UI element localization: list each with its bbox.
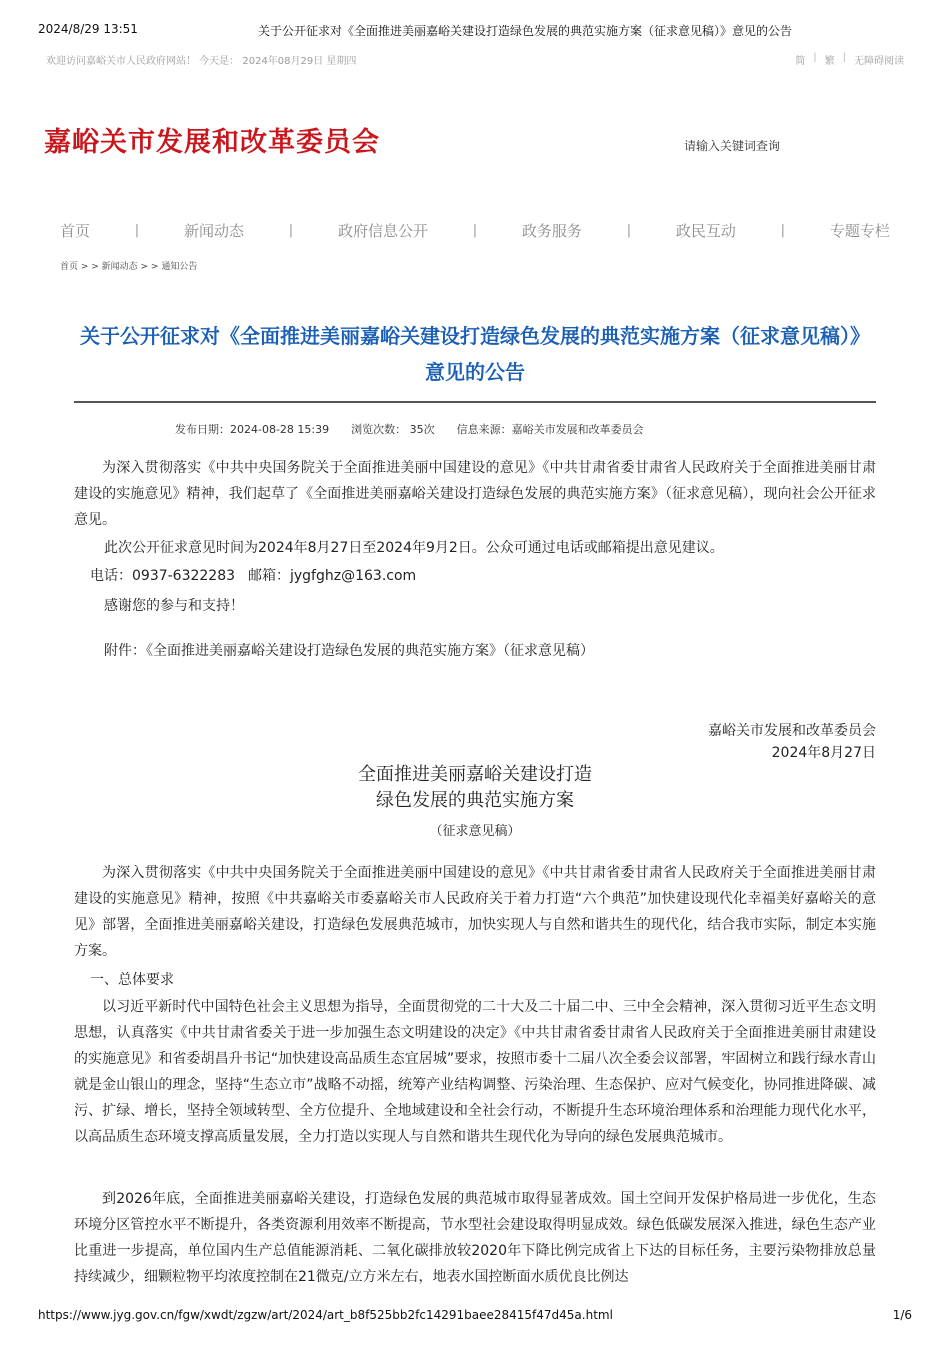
breadcrumb[interactable]: 首页 > > 新闻动态 > > 通知公告 [60, 262, 198, 272]
nav-item-gov-info[interactable]: 政府信息公开 [337, 221, 428, 240]
page-url: https://www.jyg.gov.cn/fgw/xwdt/zgzw/art/2024/art_b8f525bb2fc14291baee28415f47d45a.html [38, 1308, 613, 1322]
nav-item-news[interactable]: 新闻动态 [183, 221, 244, 240]
article-meta [175, 421, 644, 437]
plan-title-line-1: 全面推进美丽嘉峪关建设打造 [358, 764, 592, 785]
search-input[interactable]: 请输入关键词查询 [684, 139, 781, 153]
thanks-text: 感谢您的参与和支持！ [104, 598, 244, 614]
topbar-separator: | [813, 52, 817, 63]
info-source: 信息来源：嘉峪关市发展和改革委员会 [456, 423, 644, 436]
main-nav [60, 218, 890, 242]
nav-divider: | [626, 222, 632, 238]
nav-divider: | [780, 222, 786, 238]
plan-paragraph-3: 到2026年底，全面推进美丽嘉峪关建设，打造绿色发展的典范城市取得显著成效。国土空间开发保护格局进一步优化，生态环境分区管控水平不断提升，各类资源利用效率不断提高，节水型社会建设取得明显成效。绿色低碳发展深入推进，绿色生态产业比重进一步提高，单位国内生产总值能源消耗、二氧化碳排放较2020年下降比例完成省上下达的目标任务，主要污染物排放总量持续减少，细颗粒物平均浓度控制在21微克/立方米左右，地表水国控断面水质优良比例达 [74, 1191, 876, 1285]
nav-item-interaction[interactable]: 政民互动 [675, 221, 736, 240]
contact-email[interactable]: 邮箱：jygfghz@163.com [248, 568, 417, 584]
nav-item-topics[interactable]: 专题专栏 [829, 221, 890, 240]
nav-item-services[interactable]: 政务服务 [521, 221, 582, 240]
nav-item-home[interactable]: 首页 [60, 221, 91, 240]
contact-phone: 电话：0937-6322283 [90, 568, 236, 584]
publish-date: 发布日期：2024-08-28 15:39 [175, 423, 330, 436]
print-page-title: 关于公开征求对《全面推进美丽嘉峪关建设打造绿色发展的典范实施方案（征求意见稿）》意见的公告 [258, 24, 793, 38]
article-title: 关于公开征求对《全面推进美丽嘉峪关建设打造绿色发展的典范实施方案（征求意见稿）》意见的公告 [80, 324, 870, 384]
signature-date: 2024年8月27日 [771, 745, 876, 761]
print-datetime: 2024/8/29 13:51 [38, 22, 138, 36]
print-footer [38, 1308, 912, 1326]
topbar [46, 52, 904, 68]
traditional-chinese-link[interactable]: 繁 [824, 56, 835, 67]
page-number: 1/6 [892, 1308, 912, 1322]
print-header [38, 22, 912, 40]
notice-paragraph-1: 为深入贯彻落实《中共中央国务院关于全面推进美丽中国建设的意见》《中共甘肃省委甘肃省人民政府关于全面推进美丽甘肃建设的实施意见》精神，我们起草了《全面推进美丽嘉峪关建设打造绿色发展的典范实施方案》（征求意见稿），现向社会公开征求意见。 [74, 460, 876, 528]
notice-paragraph-2: 此次公开征求意见时间为2024年8月27日至2024年9月2日。公众可通过电话或邮箱提出意见建议。 [104, 540, 724, 556]
section-heading-1: 一、总体要求 [90, 972, 174, 988]
attachment-link[interactable]: 附件：《全面推进美丽嘉峪关建设打造绿色发展的典范实施方案》（征求意见稿） [104, 643, 594, 659]
topbar-separator: | [842, 52, 846, 63]
simplified-chinese-link[interactable]: 简 [795, 56, 806, 67]
signature-org: 嘉峪关市发展和改革委员会 [708, 723, 876, 739]
title-divider [74, 401, 876, 403]
topbar-links [795, 52, 904, 67]
view-count: 浏览次数： 35次 [351, 423, 435, 436]
plan-paragraph-2: 以习近平新时代中国特色社会主义思想为指导，全面贯彻党的二十大及二十届二中、三中全会精神，深入贯彻习近平生态文明思想，认真落实《中共甘肃省委关于进一步加强生态文明建设的决定》《中共甘肃省委甘肃省人民政府关于全面推进美丽甘肃建设的实施意见》和省委胡昌升书记“加快建设高品质生态宜居城”要求，按照市委十二届八次全委会议部署，牢固树立和践行绿水青山就是金山银山的理念，坚持“生态立市”战略不动摇，统筹产业结构调整、污染治理、生态保护、应对气候变化，协同推进降碳、减污、扩绿、增长，坚持全领域转型、全方位提升、全地域建设和全社会行动，不断提升生态环境治理体系和治理能力现代化水平，以高品质生态环境支撑高质量发展，全力打造以实现人与自然和谐共生现代化为导向的绿色发展典范城市。 [74, 999, 876, 1145]
plan-title-line-2: 绿色发展的典范实施方案 [376, 790, 574, 811]
plan-subtitle: （征求意见稿） [429, 824, 521, 839]
nav-divider: | [472, 222, 478, 238]
nav-divider: | [134, 222, 140, 238]
plan-paragraph-1: 为深入贯彻落实《中共中央国务院关于全面推进美丽中国建设的意见》《中共甘肃省委甘肃省人民政府关于全面推进美丽甘肃建设的实施意见》精神，按照《中共嘉峪关市委嘉峪关市人民政府关于着力打造“六个典范”加快建设现代化幸福美好嘉峪关的意见》部署，全面推进美丽嘉峪关建设，打造绿色发展典范城市，加快实现人与自然和谐共生的现代化，结合我市实际，制定本实施方案。 [74, 865, 876, 959]
signature-block [708, 720, 876, 764]
nav-divider: | [288, 222, 294, 238]
site-logo[interactable]: 嘉峪关市发展和改革委员会 [44, 127, 380, 158]
accessibility-link[interactable]: 无障碍阅读 [854, 56, 904, 67]
welcome-text: 欢迎访问嘉峪关市人民政府网站！ 今天是： 2024年08月29日 星期四 [46, 56, 357, 67]
